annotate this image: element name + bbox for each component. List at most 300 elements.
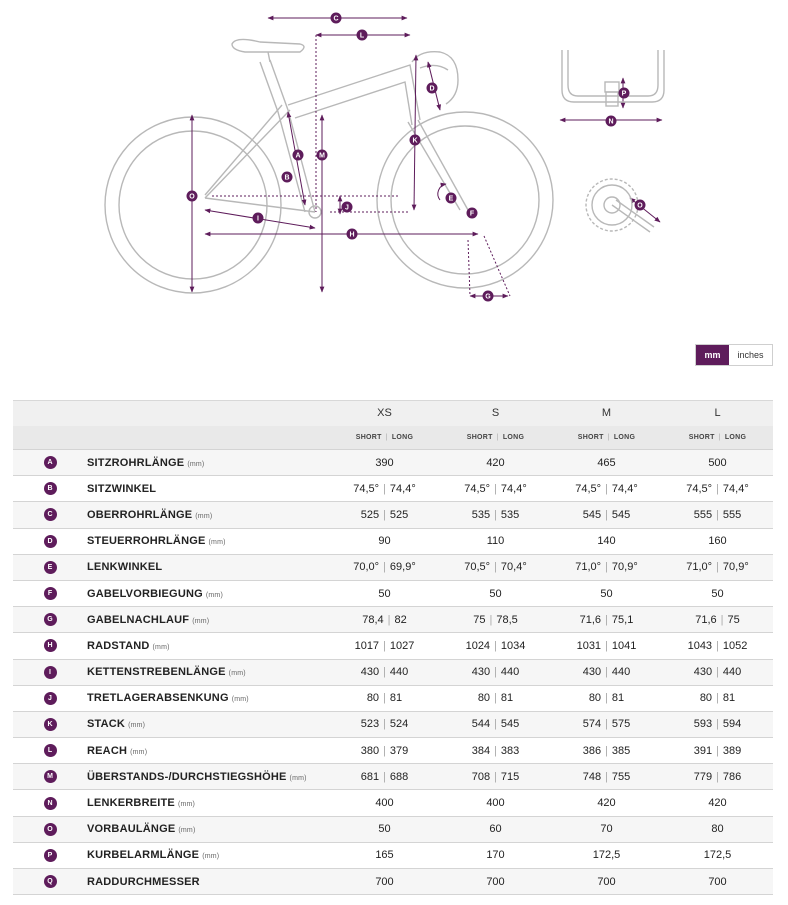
row-label	[87, 476, 329, 502]
value-short: 400	[375, 797, 394, 810]
row-letter-badge: J	[44, 692, 57, 705]
value-separator: |	[383, 692, 386, 705]
row-value-cell	[440, 580, 551, 606]
table-row	[13, 607, 773, 633]
row-value-cell	[551, 554, 662, 580]
row-letter-badge: M	[44, 770, 57, 783]
value-short: 681	[360, 770, 380, 783]
value-short: 430	[582, 666, 602, 679]
value-long: 525	[389, 508, 409, 521]
row-value-cell	[551, 738, 662, 764]
value-separator: |	[605, 692, 608, 705]
diagram-marker-label: J	[345, 204, 349, 212]
table-row	[13, 790, 773, 816]
row-value-cell	[662, 711, 773, 737]
row-value-cell	[329, 764, 440, 790]
row-value-cell	[329, 842, 440, 868]
value-separator: |	[716, 482, 719, 495]
value-long: 74,4°	[389, 482, 416, 495]
diagram-marker-label: C	[333, 15, 339, 23]
row-value-cell	[662, 502, 773, 528]
value-short: 160	[708, 535, 727, 548]
value-long: 81	[389, 692, 403, 705]
row-value-cell	[551, 476, 662, 502]
value-long: 545	[611, 508, 631, 521]
table-row	[13, 633, 773, 659]
row-value-cell	[662, 869, 773, 895]
table-row	[13, 685, 773, 711]
value-separator: |	[716, 639, 719, 652]
row-value-cell	[440, 528, 551, 554]
unit-mm-button[interactable]: mm	[696, 345, 729, 365]
row-label	[87, 738, 329, 764]
row-value-cell	[440, 554, 551, 580]
value-long: 555	[722, 508, 742, 521]
row-label	[87, 764, 329, 790]
row-letter-badge: N	[44, 797, 57, 810]
value-long: 78,5	[496, 613, 518, 626]
value-long: 715	[500, 770, 520, 783]
row-value-cell	[329, 790, 440, 816]
row-value-cell	[551, 633, 662, 659]
diagram-marker-label: A	[295, 152, 301, 160]
row-label	[87, 450, 329, 476]
row-value-cell	[440, 869, 551, 895]
value-short: 430	[471, 666, 491, 679]
value-separator: |	[383, 639, 386, 652]
value-separator: |	[387, 613, 391, 626]
table-row	[13, 738, 773, 764]
bike-outline	[105, 39, 553, 293]
value-short: 75	[473, 613, 486, 626]
row-value-cell	[551, 816, 662, 842]
row-label	[87, 528, 329, 554]
value-long: 379	[389, 744, 409, 757]
value-short: 70,5°	[464, 561, 491, 574]
value-separator: |	[605, 561, 608, 574]
row-value-cell	[329, 502, 440, 528]
row-value-cell	[329, 580, 440, 606]
value-short: 380	[360, 744, 380, 757]
value-separator: |	[605, 639, 608, 652]
value-separator: |	[383, 770, 386, 783]
row-value-cell	[329, 450, 440, 476]
value-separator: |	[494, 561, 497, 574]
table-row	[13, 554, 773, 580]
value-short: 545	[582, 508, 602, 521]
value-short: 60	[489, 823, 502, 836]
value-separator: |	[716, 770, 719, 783]
row-value-cell	[551, 869, 662, 895]
value-short: 430	[693, 666, 713, 679]
value-short: 391	[693, 744, 713, 757]
value-separator: |	[716, 744, 719, 757]
value-long: 82	[394, 613, 407, 626]
short-long-xs: SHORT | LONG	[329, 426, 440, 450]
row-value-cell	[551, 580, 662, 606]
value-long: 74,4°	[611, 482, 638, 495]
value-long: 786	[722, 770, 742, 783]
row-label-name: STACK	[87, 718, 126, 731]
row-label-unit: (mm)	[205, 591, 223, 599]
row-value-cell	[551, 450, 662, 476]
diagram-marker-label: N	[608, 118, 614, 126]
table-row	[13, 764, 773, 790]
row-label-name: LENKWINKEL	[87, 561, 163, 574]
table-row	[13, 502, 773, 528]
value-short: 71,6	[579, 613, 602, 626]
value-short: 172,5	[592, 849, 621, 862]
row-value-cell	[440, 659, 551, 685]
row-letter-badge: C	[44, 508, 57, 521]
value-separator: |	[489, 613, 493, 626]
row-value-cell	[551, 764, 662, 790]
row-label-name: STEUERROHRLÄNGE	[87, 535, 206, 548]
row-value-cell	[551, 790, 662, 816]
value-short: 779	[693, 770, 713, 783]
row-value-cell	[662, 764, 773, 790]
diagram-marker-label: G	[485, 293, 491, 301]
value-long: 69,9°	[389, 561, 416, 574]
diagram-marker-label: O	[189, 193, 195, 201]
value-short: 50	[489, 587, 502, 600]
size-header-l: L	[662, 401, 773, 426]
value-long: 74,4°	[722, 482, 749, 495]
row-value-cell	[551, 659, 662, 685]
value-short: 386	[582, 744, 602, 757]
row-label-name: LENKERBREITE	[87, 797, 175, 810]
value-short: 430	[360, 666, 380, 679]
value-long: 81	[722, 692, 736, 705]
row-value-cell	[551, 528, 662, 554]
diagram-marker-label: L	[359, 32, 365, 40]
value-short: 80	[711, 823, 724, 836]
row-label-unit: (mm)	[187, 460, 205, 468]
value-long: 70,4°	[500, 561, 527, 574]
row-letter-badge: K	[44, 718, 57, 731]
row-value-cell	[440, 476, 551, 502]
value-long: 389	[722, 744, 742, 757]
value-short: 80	[588, 692, 602, 705]
value-separator: |	[605, 770, 608, 783]
row-letter-badge: F	[44, 587, 57, 600]
diagram-marker-label: D	[429, 85, 435, 93]
value-long: 545	[500, 718, 520, 731]
row-value-cell	[662, 554, 773, 580]
value-long: 70,9°	[722, 561, 749, 574]
row-value-cell	[440, 502, 551, 528]
row-label-unit: (mm)	[208, 539, 226, 547]
value-long: 688	[389, 770, 409, 783]
row-value-cell	[329, 659, 440, 685]
value-long: 440	[389, 666, 409, 679]
value-short: 74,5°	[464, 482, 491, 495]
value-short: 90	[378, 535, 391, 548]
value-separator: |	[383, 482, 386, 495]
row-letter-badge: L	[44, 744, 57, 757]
value-separator: |	[494, 692, 497, 705]
row-value-cell	[329, 528, 440, 554]
value-short: 172,5	[703, 849, 732, 862]
row-value-cell	[329, 633, 440, 659]
value-separator: |	[605, 508, 608, 521]
value-short: 1017	[354, 639, 380, 652]
value-long: 385	[611, 744, 631, 757]
row-label	[87, 659, 329, 685]
table-row	[13, 869, 773, 895]
value-short: 50	[600, 587, 613, 600]
row-value-cell	[329, 816, 440, 842]
row-label-name: SITZWINKEL	[87, 482, 157, 495]
value-short: 78,4	[362, 613, 384, 626]
row-label-unit: (mm)	[177, 801, 196, 809]
geometry-table	[13, 400, 773, 895]
row-label-name: ÜBERSTANDS-/DURCHSTIEGSHÖHE	[87, 770, 287, 783]
row-label-unit: (mm)	[231, 696, 249, 704]
row-value-cell	[440, 816, 551, 842]
row-value-cell	[551, 685, 662, 711]
row-label-name: RADSTAND	[87, 639, 150, 652]
row-value-cell	[551, 711, 662, 737]
row-value-cell	[662, 842, 773, 868]
unit-toggle[interactable]	[695, 344, 773, 366]
row-value-cell	[440, 607, 551, 633]
value-short: 1031	[576, 639, 602, 652]
row-value-cell	[551, 502, 662, 528]
row-letter-badge: B	[44, 482, 57, 495]
value-long: 440	[611, 666, 631, 679]
row-value-cell	[662, 816, 773, 842]
value-short: 74,5°	[686, 482, 713, 495]
table-row	[13, 450, 773, 476]
row-value-cell	[551, 607, 662, 633]
value-short: 74,5°	[575, 482, 602, 495]
value-long: 70,9°	[611, 561, 638, 574]
value-separator: |	[716, 692, 719, 705]
value-short: 544	[471, 718, 491, 731]
diagram-marker-label: I	[257, 215, 259, 223]
short-long-l: SHORT | LONG	[662, 426, 773, 450]
row-label-name: GABELVORBIEGUNG	[87, 587, 203, 600]
value-short: 70	[600, 823, 613, 836]
row-label-name: KURBELARMLÄNGE	[87, 849, 200, 862]
value-long: 594	[722, 718, 742, 731]
row-label-name: VORBAULÄNGE	[87, 823, 176, 836]
row-letter-badge: Q	[44, 875, 57, 888]
value-separator: |	[494, 482, 497, 495]
row-value-cell	[662, 738, 773, 764]
table-row	[13, 528, 773, 554]
value-short: 400	[486, 797, 505, 810]
size-header-m: M	[551, 401, 662, 426]
row-label	[87, 816, 329, 842]
value-separator: |	[494, 718, 497, 731]
value-separator: |	[383, 666, 386, 679]
table-row	[13, 476, 773, 502]
row-label-name: KETTENSTREBENLÄNGE	[87, 666, 226, 679]
row-label	[87, 842, 329, 868]
size-header-row	[13, 401, 773, 426]
row-value-cell	[440, 711, 551, 737]
value-separator: |	[383, 508, 386, 521]
value-short: 80	[366, 692, 380, 705]
row-label-unit: (mm)	[289, 774, 307, 782]
row-letter-badge: D	[44, 535, 57, 548]
row-label	[87, 869, 329, 895]
value-short: 384	[471, 744, 491, 757]
row-value-cell	[329, 711, 440, 737]
row-value-cell	[329, 607, 440, 633]
row-letter-badge: G	[44, 613, 57, 626]
unit-inches-button[interactable]: inches	[729, 345, 772, 365]
diagram-marker-label: F	[469, 210, 475, 218]
value-separator: |	[716, 718, 719, 731]
diagram-marker-label: K	[412, 137, 418, 145]
row-label-unit: (mm)	[228, 670, 246, 678]
diagram-marker-label: M	[319, 152, 325, 160]
value-separator: |	[383, 561, 386, 574]
row-value-cell	[329, 554, 440, 580]
value-separator: |	[494, 770, 497, 783]
row-value-cell	[662, 528, 773, 554]
value-long: 1052	[722, 639, 748, 652]
value-short: 80	[477, 692, 491, 705]
value-short: 700	[708, 875, 727, 888]
row-label	[87, 554, 329, 580]
row-value-cell	[440, 738, 551, 764]
handlebar-detail	[562, 50, 664, 106]
value-separator: |	[494, 744, 497, 757]
value-long: 74,4°	[500, 482, 527, 495]
value-short: 50	[378, 587, 391, 600]
value-short: 165	[375, 849, 394, 862]
value-long: 81	[500, 692, 514, 705]
row-label-unit: (mm)	[128, 722, 146, 730]
value-long: 440	[722, 666, 742, 679]
row-letter-badge: P	[44, 849, 57, 862]
table-row	[13, 816, 773, 842]
row-label-unit: (mm)	[195, 512, 213, 520]
measure-lines	[192, 15, 662, 296]
row-label-name: REACH	[87, 744, 128, 757]
value-long: 81	[611, 692, 625, 705]
row-value-cell	[662, 607, 773, 633]
row-value-cell	[662, 476, 773, 502]
row-value-cell	[662, 450, 773, 476]
row-value-cell	[440, 685, 551, 711]
value-separator: |	[383, 718, 386, 731]
value-short: 700	[486, 875, 505, 888]
row-label-unit: (mm)	[202, 853, 220, 861]
value-short: 535	[471, 508, 491, 521]
value-short: 390	[375, 456, 394, 469]
value-short: 574	[582, 718, 602, 731]
value-long: 1034	[500, 639, 526, 652]
value-short: 71,0°	[575, 561, 602, 574]
value-short: 70,0°	[353, 561, 380, 574]
value-short: 420	[597, 797, 616, 810]
row-label-name: TRETLAGERABSENKUNG	[87, 692, 229, 705]
value-short: 71,0°	[686, 561, 713, 574]
row-value-cell	[662, 790, 773, 816]
diagram-marker-label: H	[349, 231, 355, 239]
size-header-xs: XS	[329, 401, 440, 426]
value-long: 575	[611, 718, 631, 731]
value-separator: |	[716, 666, 719, 679]
value-separator: |	[605, 744, 608, 757]
value-separator: |	[605, 718, 608, 731]
value-short: 555	[693, 508, 713, 521]
table-row	[13, 580, 773, 606]
row-value-cell	[662, 685, 773, 711]
value-short: 50	[711, 587, 724, 600]
value-short: 74,5°	[353, 482, 380, 495]
value-short: 700	[375, 875, 394, 888]
row-label	[87, 711, 329, 737]
value-separator: |	[383, 744, 386, 757]
value-short: 523	[360, 718, 380, 731]
value-short: 593	[693, 718, 713, 731]
value-short: 420	[708, 797, 727, 810]
row-value-cell	[440, 764, 551, 790]
value-short: 71,6	[695, 613, 717, 626]
row-letter-badge: H	[44, 639, 57, 652]
value-short: 1043	[687, 639, 713, 652]
value-short: 50	[378, 823, 391, 836]
short-long-s: SHORT | LONG	[440, 426, 551, 450]
row-value-cell	[329, 685, 440, 711]
value-long: 1027	[389, 639, 415, 652]
table-row	[13, 842, 773, 868]
value-long: 383	[500, 744, 520, 757]
row-label	[87, 580, 329, 606]
row-value-cell	[662, 633, 773, 659]
value-separator: |	[605, 666, 608, 679]
row-letter-badge: O	[44, 823, 57, 836]
row-value-cell	[662, 659, 773, 685]
value-short: 748	[582, 770, 602, 783]
row-letter-badge: E	[44, 561, 57, 574]
value-short: 170	[486, 849, 505, 862]
row-label	[87, 685, 329, 711]
bike-geometry-diagram	[0, 0, 788, 340]
value-separator: |	[494, 639, 497, 652]
row-value-cell	[551, 842, 662, 868]
row-value-cell	[440, 450, 551, 476]
value-short: 525	[360, 508, 380, 521]
diagram-marker-label: P	[621, 90, 627, 98]
row-label-name: OBERROHRLÄNGE	[87, 508, 193, 521]
row-label	[87, 502, 329, 528]
value-short: 110	[486, 535, 505, 548]
value-long: 75	[727, 613, 740, 626]
value-short: 1024	[465, 639, 491, 652]
row-value-cell	[329, 869, 440, 895]
geometry-table-body	[13, 450, 773, 895]
value-short: 80	[699, 692, 713, 705]
row-label	[87, 607, 329, 633]
row-letter-badge: I	[44, 666, 57, 679]
row-value-cell	[662, 580, 773, 606]
row-value-cell	[329, 738, 440, 764]
diagram-marker-label: E	[448, 195, 454, 203]
value-short: 700	[597, 875, 616, 888]
value-short: 500	[708, 456, 727, 469]
size-header-s: S	[440, 401, 551, 426]
row-label	[87, 633, 329, 659]
value-short: 140	[597, 535, 616, 548]
value-separator: |	[716, 561, 719, 574]
